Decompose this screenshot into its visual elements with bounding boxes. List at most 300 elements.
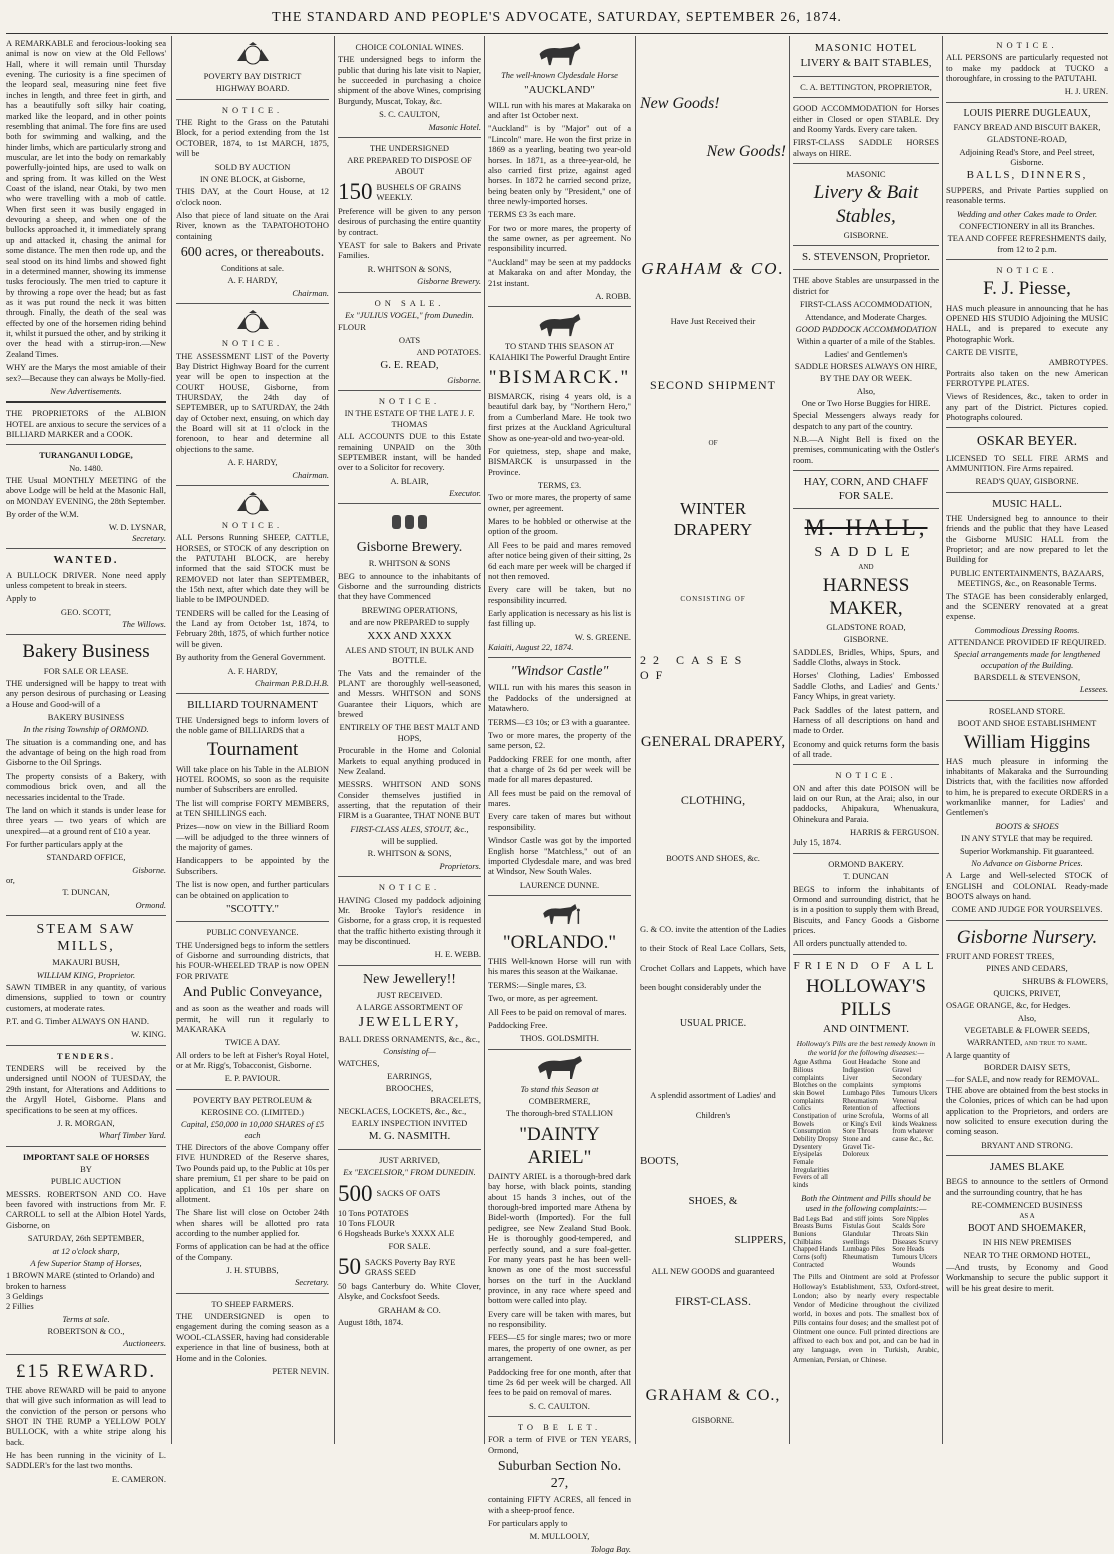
arrived-heading: JUST ARRIVED, bbox=[379, 1154, 440, 1165]
impound-text: ALL Persons Running SHEEP, CATTLE, HORSES, or STOCK of any description on the PATUTAHI BLOCK, are hereby informed that the said STOCK must be REMOVED not later than SEPTEMBER, the 15th next, after which date they will be liable to be IMPOUNDED. bbox=[176, 532, 329, 605]
auckland-mares: For two or more mares, the property of the same owner, as per agreement. No responsibility incurred. bbox=[488, 222, 631, 254]
bakery-or: or, bbox=[6, 875, 15, 886]
horse-sale-by: BY bbox=[80, 1164, 92, 1174]
reward-text-2: He has been running in the vicinity of L. SADDLER's for the last two months. bbox=[6, 1450, 166, 1471]
paddock-accommodation: GOOD PADDOCK ACCOMMODATION bbox=[795, 323, 937, 334]
nursery-item: SHRUBS & FLOWERS, bbox=[1022, 975, 1108, 986]
lodge-signature: W. D. LYSNAR, bbox=[108, 522, 166, 533]
billiard-heading: BILLIARD TOURNAMENT bbox=[187, 699, 318, 712]
livery-heading: LIVERY & BAIT STABLES, bbox=[800, 57, 932, 70]
barrels-icon bbox=[388, 509, 432, 535]
robb-signature: A. ROBB. bbox=[595, 290, 631, 301]
hardy-signature: A. F. HARDY, bbox=[227, 665, 278, 676]
complaints-col: Bad Legs Bad Breasts Burns Bunions Chilblains Chapped Hands Corns (soft) Contracted bbox=[793, 1214, 838, 1269]
hardy-chairman: Chairman. bbox=[292, 469, 329, 480]
hardy-chairman: Chairman P.B.D.H.B. bbox=[255, 677, 329, 688]
conveyance-run: and as soon as the weather and roads will permit, he will run it regularly to MAKARAKA bbox=[176, 1003, 329, 1034]
nursery-item: OSAGE ORANGE, &c, for Hedges. bbox=[946, 1000, 1071, 1011]
saddle-heading: SADDLE bbox=[814, 545, 918, 561]
royal-arms-icon bbox=[233, 491, 273, 517]
highway-board-heading-2: HIGHWAY BOARD. bbox=[215, 83, 290, 94]
tenders-place: Wharf Timber Yard. bbox=[98, 1130, 166, 1141]
masthead-rule bbox=[6, 33, 1108, 34]
dugleaux-road: GLADSTONE-ROAD, bbox=[987, 134, 1067, 145]
divider bbox=[176, 1089, 329, 1090]
tenders-heading: TENDERS. bbox=[56, 1050, 116, 1061]
shoes-line: SHOES, & bbox=[688, 1194, 738, 1207]
divider bbox=[176, 99, 329, 100]
stubbs-signature: J. H. STUBBS, bbox=[226, 1265, 279, 1276]
bakery-gisborne: Gisborne. bbox=[132, 864, 166, 875]
carte-de-visite: CARTE DE VISITE, bbox=[946, 346, 1018, 357]
dainty-paddocking: Paddocking free for one month, after that time 2s 6d per week will be charged. All fees to be paid on removal of mares. bbox=[488, 1366, 631, 1398]
wines-text: THE undersigned begs to inform the public that during his late visit to Napier, he succeeded in purchasing a choice shipment of the above Wines, comprising Burgundy, Muscat, Tokay, &c. bbox=[338, 54, 481, 106]
column-rule bbox=[942, 36, 943, 1444]
nursery-removal: —for SALE, and now ready for REMOVAL. bbox=[946, 1074, 1100, 1085]
one-block: IN ONE BLOCK, at Gisborne, bbox=[199, 173, 306, 184]
duncan-name: T. DUNCAN bbox=[843, 871, 889, 882]
paviour-signature: E. P. PAVIOUR. bbox=[224, 1073, 281, 1084]
divider bbox=[793, 76, 939, 77]
column-rule bbox=[334, 36, 335, 1444]
bryant-signature: BRYANT AND STRONG. bbox=[981, 1139, 1073, 1150]
windsor-heading: "Windsor Castle" bbox=[510, 664, 609, 680]
recommenced: RE-COMMENCED BUSINESS bbox=[971, 1200, 1083, 1211]
bakery-lease: The land on which it stands is under lease for three years — two years of which are unexpired—at a ground rent of £10 a year. bbox=[6, 804, 166, 836]
bismarck-date: Kaiaiti, August 22, 1874. bbox=[488, 642, 574, 653]
wanted-text: A BULLOCK DRIVER. None need apply unless competent to break in steers. bbox=[6, 569, 166, 590]
complaints-table bbox=[793, 1216, 939, 1270]
auckland-pre: The well-known Clydesdale Horse bbox=[501, 70, 618, 80]
splendid-assortment: A splendid assortment of Ladies' and Children's bbox=[650, 1090, 776, 1120]
wanted-heading: WANTED. bbox=[53, 554, 119, 567]
come-and-judge: COME AND JUDGE FOR YOURSELVES. bbox=[951, 904, 1103, 915]
lodge-text: THE Usual MONTHLY MEETING of the above Lodge will be held at the Masonic Hall, on MONDAY EVENING, the 28th September. bbox=[6, 475, 166, 506]
gisborne-label: GISBORNE. bbox=[843, 634, 889, 645]
column-3 bbox=[338, 38, 481, 1443]
gladstone-road: GLADSTONE ROAD, bbox=[826, 622, 906, 632]
highway-board-heading: POVERTY BAY DISTRICT bbox=[203, 71, 302, 81]
conditions: Conditions at sale. bbox=[220, 263, 285, 274]
windsor-pedigree: Windsor Castle was got by the imported English horse "Matchless," out of an imported Clydesdale mare, and was bred at Windsor, New South Wales. bbox=[488, 835, 631, 877]
orlando-text: THIS Well-known Horse will run with his mares this season at the Waikanae. bbox=[488, 956, 631, 977]
saddles-text: SADDLES, Bridles, Whips, Spurs, and Saddle Cloths, always in Stock. bbox=[793, 646, 939, 668]
to-let-apply: For particulars apply to bbox=[488, 1517, 568, 1528]
jewellery-item: BRACELETS, bbox=[430, 1095, 481, 1106]
divider bbox=[793, 764, 939, 765]
read-place: Gisborne. bbox=[447, 374, 481, 385]
suburban-section: Suburban Section No. 27, bbox=[497, 1459, 622, 1492]
dugleaux-adjoining: Adjoining Read's Store, and Peel street, Gisborne. bbox=[959, 146, 1095, 168]
sawmill-proprietor: WILLIAM KING, Proprietor. bbox=[36, 969, 136, 980]
column-4 bbox=[488, 38, 631, 1554]
arrived-for-sale: FOR SALE. bbox=[388, 1240, 431, 1251]
grains-row bbox=[338, 178, 481, 206]
divider bbox=[793, 954, 939, 955]
twice-a-day: TWICE A DAY. bbox=[224, 1037, 281, 1048]
sawmill-location: MAKAURI BUSH, bbox=[52, 957, 120, 968]
column-7 bbox=[946, 38, 1108, 1443]
both-ointment: Both the Ointment and Pills should be used in the following complaints:— bbox=[801, 1192, 931, 1214]
divider bbox=[6, 548, 166, 549]
day-or-week: BY THE DAY OR WEEK. bbox=[819, 373, 912, 384]
estate-heading: IN THE ESTATE OF THE LATE J. F. THOMAS bbox=[344, 408, 475, 429]
jewellery-item: NECKLACES, LOCKETS, &c., &c., bbox=[338, 1105, 467, 1116]
acres: 600 acres, or thereabouts. bbox=[180, 245, 325, 261]
notice-heading: NOTICE. bbox=[221, 519, 284, 530]
divider bbox=[793, 163, 939, 164]
nursery-item: BORDER DAISY SETS, bbox=[983, 1062, 1071, 1073]
auckland-pedigree: "Auckland" is by "Major" out of a "Lincoln" mare. He won the first prize in 1869 as a yearling, beating two year-old horses. In 1871, as a three-year-old, he also carried first prize, against aged horses. In 1872 he carried second prize, being beaten only by "President," one of three newly-imported horses. bbox=[488, 123, 631, 206]
brewery-xxx: XXX AND XXXX bbox=[367, 629, 452, 642]
bismarck-care: Every care will be taken, but no responsibility incurred. bbox=[488, 584, 631, 605]
divider bbox=[793, 508, 939, 509]
brewery-supply: and are now PREPARED to supply bbox=[349, 617, 470, 628]
roseland-sub: BOOT AND SHOE ESTABLISHMENT bbox=[957, 718, 1097, 729]
views-text: Views of Residences, &c., taken to order in any part of the District. Pictures copied. Photographs coloured. bbox=[946, 391, 1108, 423]
rye-row bbox=[338, 1253, 481, 1281]
arrived-item: 10 Tons FLOUR bbox=[338, 1217, 395, 1228]
boot-shoemaker: BOOT AND SHOEMAKER, bbox=[968, 1223, 1086, 1234]
bakery-office: STANDARD OFFICE, bbox=[46, 852, 126, 863]
sawmill-text: SAWN TIMBER in any quantity, of various dimensions, supplied to town or country customers, at moderate rates. bbox=[6, 981, 166, 1013]
jewellery-received: JUST RECEIVED. bbox=[376, 989, 443, 1000]
on-sale-heading: ON SALE. bbox=[374, 297, 445, 308]
bismarck-fees: All Fees to be paid and mares removed after notice being given of their sitting, 2s 6d each mare per week will be charged if not then removed. bbox=[488, 539, 631, 581]
divider bbox=[6, 401, 166, 403]
higgins-heading: William Higgins bbox=[963, 731, 1091, 753]
hardy-signature: A. F. HARDY, bbox=[227, 457, 278, 468]
brewery-vats: The Vats and the remainder of the PLANT are thoroughly well-seasoned, and Messrs. WHITSON and SONS Guarantee their Liquors, which are brewed bbox=[338, 667, 481, 720]
auckland-text: WILL run with his mares at Makaraka on and after 1st October next. bbox=[488, 99, 631, 121]
brewery-sub: R. WHITSON & SONS bbox=[368, 558, 451, 569]
windsor-fees: All fees must be paid on the removal of mares. bbox=[488, 787, 631, 809]
bakery-heading: Bakery Business bbox=[22, 641, 150, 663]
nasmith-signature: M. G. NASMITH. bbox=[368, 1130, 451, 1143]
holloway-text: The Pills and Ointment are sold at Professor Holloway's Establishment, 533, Oxford-street, London; also by nearly every respectable Vendor of Medicine throughout the civilized world, in boxes and pots. The smallest box of Pills contains four doses; and the smallest pot of Ointment one ounce. Full printed directions are affixed to each box and pot, and can be had in any language, even in Turkish, Arabic, Armenian, Persian, or Chinese. bbox=[793, 1272, 939, 1364]
seal-article: A REMARKABLE and ferocious-looking sea animal is now on view at the Old Fellows' Hall, where it will remain until Thursday evening. The curiosity is a fine specimen of the leopard seal, measuring nine feet five inches in length, and three feet in girth, and has a beautifully soft silky hair coating, marked like the leopard, and in other points resembling that animal. The fore fins are used both for swimming and walking, and the hinder limbs, which are particularly strong and muscular, are let into the body on remarkably powerfully-jointed hips, are used to walk on and spring from. It was killed on the West Coast of the island, near Otaki, by two men who were travelling with a mob of cattle. When first seen it was busily engaged in devouring a sheep, and when one of the bullocks approached it, it immediately sprang up and attacked it, chasing the animal for some distance. The men then rode up, and the seal stood on its hind limbs and showed fight in a determined manner, showing its immense tusks ferociously. The men tried to capture it by throwing a rope over the head; but as fast as it was put round the neck it was bitten through. Finally, the death of the seal was effected by one of the horsemen riding behind it, whilst it pursued the other, and by striking it over the head with a stirrup-iron.—New Zealand Times. bbox=[6, 38, 166, 359]
winter-drapery: WINTER DRAPERY bbox=[673, 499, 753, 540]
divider bbox=[6, 915, 166, 916]
horse-sale-text: MESSRS. ROBERTSON AND CO. Have been favored with instructions from Mr. F. CARROLL to sell at the Albion Hotel Yards, Gisborne, on bbox=[6, 1188, 166, 1230]
brewery-markets: Procurable in the Home and Colonial Markets to equal anything produced in New Zealand. bbox=[338, 745, 481, 776]
divider bbox=[338, 965, 481, 966]
bismarck-heading: "BISMARCK." bbox=[488, 366, 631, 388]
divider bbox=[176, 1293, 329, 1294]
higgins-text: HAS much pleasure in informing the inhabitants of Makaraka and the Surrounding Districts that, with the facilities now afforded to him, he is prepared to execute ORDERS in a workmanlike manner, for Ladies' and Gentlemen's bbox=[946, 755, 1108, 818]
sawmill-signature: W. KING. bbox=[131, 1029, 166, 1040]
saddle-horses-hire: SADDLE HORSES ALWAYS ON HIRE, bbox=[794, 360, 938, 371]
bakery-ormond: Ormond. bbox=[135, 899, 166, 910]
marys-joke: WHY are the Marys the most amiable of their sex?—Because they can always be Molly-fied. bbox=[6, 362, 166, 383]
stevenson-proprietor: S. STEVENSON, Proprietor. bbox=[801, 251, 931, 264]
billiard-place: Will take place on his Table in the ALBION HOTEL ROOMS, so soon as the requisite number of Subscribers are enrolled. bbox=[176, 763, 329, 795]
brewing-operations: BREWING OPERATIONS, bbox=[361, 604, 458, 615]
gisborne-footer: GISBORNE. bbox=[691, 1416, 734, 1425]
divider bbox=[176, 921, 329, 922]
divider bbox=[176, 693, 329, 694]
billiard-members: The list will comprise FORTY MEMBERS, at TEN SHILLINGS each. bbox=[176, 797, 329, 818]
ormond-bakery-heading: ORMOND BAKERY. bbox=[828, 858, 904, 869]
horse-sale-heading: IMPORTANT SALE OF HORSES bbox=[22, 1151, 150, 1162]
divider bbox=[6, 444, 166, 445]
bakery-caps: BAKERY BUSINESS bbox=[47, 711, 125, 722]
workmanship: Superior Workmanship. Fit guaranteed. bbox=[960, 845, 1094, 856]
auckland-terms: TERMS £3 3s each mare. bbox=[488, 209, 576, 220]
bakery-situation: The situation is a commanding one, and has the advantage of being on the high road from Gisborne to the Oil Springs. bbox=[6, 736, 166, 768]
whitson-signature: R. WHITSON & SONS, bbox=[367, 848, 452, 859]
nursery-item: PINES AND CEDARS, bbox=[986, 963, 1068, 974]
jewellery-consisting: Consisting of— bbox=[383, 1045, 436, 1056]
public-conveyance: And Public Conveyance, bbox=[182, 985, 323, 1001]
orlando-paddocking: Paddocking Free. bbox=[488, 1019, 548, 1030]
webb-signature: H. E. WEBB. bbox=[434, 949, 481, 960]
auckland-seen: "Auckland" may be seen at my paddocks at Makaraka on and after Monday, the 21st instant. bbox=[488, 256, 631, 288]
horse-icon bbox=[530, 1055, 590, 1081]
new-advertisements-heading: New Advertisements. bbox=[50, 385, 122, 396]
divider bbox=[338, 503, 481, 504]
as-a: AS A bbox=[1019, 1212, 1035, 1221]
second-shipment: SECOND SHIPMENT bbox=[649, 378, 776, 393]
goldsmith-signature: THOS. GOLDSMITH. bbox=[520, 1033, 599, 1044]
horse-sale-line: 3 Geldings bbox=[6, 1290, 44, 1301]
gisborne-label: GISBORNE. bbox=[843, 229, 889, 240]
billiard-prizes: Prizes—now on view in the Billiard Room—will be adjudged to the three winners of the majority of games. bbox=[176, 821, 329, 853]
bismarck-hobbled: Mares to be hobbled or otherwise at the option of the groom. bbox=[488, 516, 631, 537]
column-rule bbox=[635, 36, 636, 1444]
blake-text: BEGS to announce to the settlers of Ormond and the surrounding country, that he has bbox=[946, 1176, 1108, 1197]
new-goods-2: New Goods! bbox=[706, 142, 786, 160]
column-rule bbox=[789, 36, 790, 1444]
blake-heading: JAMES BLAKE bbox=[989, 1160, 1065, 1173]
bismarck-quietness: For quietness, step, shape and make, BISMARCK is unsurpassed in the Province. bbox=[488, 445, 631, 477]
hay-corn-chaff: HAY, CORN, AND CHAFF FOR SALE. bbox=[803, 476, 929, 502]
stubbs-secretary: Secretary. bbox=[295, 1277, 329, 1288]
divider bbox=[338, 1149, 481, 1150]
jewellery-item: WATCHES, bbox=[338, 1058, 380, 1069]
column-6 bbox=[793, 38, 939, 1443]
stables-text: THE above Stables are unsurpassed in the district for bbox=[793, 275, 939, 296]
quarter-mile: Within a quarter of a mile of the Stables. bbox=[796, 336, 936, 347]
jewellery-ball: BALL DRESS ORNAMENTS, &c., &c., bbox=[338, 1033, 481, 1044]
on-sale-flour: FLOUR bbox=[338, 322, 366, 333]
caulton-signature: S. C. CAULTON. bbox=[529, 1400, 590, 1411]
harness-maker-heading: HARNESS MAKER, bbox=[822, 574, 910, 619]
bakery-text: THE undersigned will be happy to treat with any person desirous of purchasing or Leasing a House and Good-will of a bbox=[6, 677, 166, 709]
holloway-intro: Holloway's Pills are the best remedy known in the world for the following diseases:— bbox=[796, 1038, 936, 1057]
column-5 bbox=[640, 38, 786, 1443]
graham-heading: GRAHAM & CO. bbox=[641, 259, 785, 279]
royal-arms-icon bbox=[233, 309, 273, 335]
windsor-paddocking: Paddocking FREE for one month, after that a charge of 2s 6d per week will be made for all mares depastured. bbox=[488, 753, 631, 785]
diseases-col: Gout Headache Indigestion Liver complaints Lumbago Piles Rheumatism Retention of urine Scrofula, or King's Evil Sore Throats Stone and Gravel Tic-Doloreux bbox=[842, 1058, 886, 1159]
tenders-text: TENDERS will be received by the undersigned until NOON of TUESDAY, the 29th instant, for Alterations and Additions to the Argyll Hotel, Gisborne. Plans and specifications to be seen at my offices. bbox=[6, 1063, 166, 1115]
dressing-rooms: Commodious Dressing Rooms. bbox=[974, 624, 1080, 635]
brewery-heading: Gisborne Brewery. bbox=[356, 540, 463, 556]
horse-sale-stamp: A few Superior Stamp of Horses, bbox=[30, 1257, 142, 1268]
divider bbox=[946, 1155, 1108, 1156]
and-label: AND bbox=[858, 563, 874, 572]
to-let-heading: TO BE LET. bbox=[517, 1421, 602, 1432]
to-let-text: FOR a term of FIVE or TEN YEARS, Ormond, bbox=[488, 1434, 631, 1455]
first-class: FIRST-CLASS. bbox=[675, 1293, 751, 1308]
barsdell-signature: BARSDELL & STEVENSON, bbox=[973, 672, 1081, 683]
arrived-item: 10 Tons POTATOES bbox=[338, 1207, 409, 1218]
oats-number: 500 bbox=[338, 1180, 373, 1206]
piesse-heading: F. J. Piesse, bbox=[983, 278, 1071, 300]
buggies: One or Two Horse Buggies for HIRE. bbox=[801, 398, 931, 409]
grains-sub: ARE PREPARED TO DISPOSE OF ABOUT bbox=[347, 155, 472, 176]
tea-coffee: TEA AND COFFEE REFRESHMENTS daily, from 12 to 2 p.m. bbox=[947, 233, 1107, 254]
saddle-horses-text: FIRST-CLASS SADDLE HORSES always on HIRE. bbox=[793, 137, 939, 158]
petroleum-share-list: The Share list will close on October 24th when shares will be allotted pro rata according to the number applied for. bbox=[176, 1207, 329, 1238]
albion-ad: THE PROPRIETORS of the ALBION HOTEL are anxious to secure the services of a BILLIARD MARKER and a COOK. bbox=[6, 408, 166, 439]
confectionery: CONFECTIONERY in all its Branches. bbox=[959, 220, 1095, 231]
dainty-place: COMBERMERE, bbox=[528, 1095, 591, 1106]
uren-text: ALL PERSONS are particularly requested not to make my paddock at TUCKO a thoroughfare, in crossing to the PATUTAHI. bbox=[946, 52, 1108, 84]
poison-text: ON and after this date POISON will be laid on our Run, at the Arai; also, in our paddocks, Ahipakura, Whenuakura, Ohinekura and Paraia. bbox=[793, 782, 939, 824]
friend-of-all: FRIEND OF ALL bbox=[793, 959, 939, 972]
horse-sale-auction: PUBLIC AUCTION bbox=[50, 1176, 122, 1187]
horse-icon bbox=[530, 41, 590, 67]
whitson-proprietors: Proprietors. bbox=[439, 860, 481, 871]
messengers: Special Messengers always ready for despatch to any part of the country. bbox=[793, 410, 939, 431]
nursery-also: Also, bbox=[1017, 1012, 1037, 1023]
sheep-farmers-text: THE UNDERSIGNED is open to engagement during the coming season as a WOOL-CLASSER, having had considerable experience in that line of business, both at Home and in the Colonies. bbox=[176, 1311, 329, 1363]
studio-text: HAS much pleasure in announcing that he has OPENED HIS STUDIO Adjoining the MUSIC HALL, and is prepared to execute any Photographic Work. bbox=[946, 302, 1108, 344]
divider bbox=[793, 470, 939, 471]
grains-number: 150 bbox=[338, 178, 373, 204]
jewellery-early: EARLY INSPECTION INVITED bbox=[351, 1118, 468, 1129]
bismarck-terms: TERMS, £3. bbox=[537, 480, 582, 490]
brewery-text: BEG to announce to the inhabitants of Gisborne and the surrounding districts that they have Commenced bbox=[338, 570, 481, 602]
dugleaux-heading: LOUIS PIERRE DUGLEAUX, bbox=[963, 107, 1091, 119]
new-goods-1: New Goods! bbox=[640, 95, 720, 112]
notice-heading: NOTICE. bbox=[835, 770, 897, 781]
dugleaux-sub: FANCY BREAD AND BISCUIT BAKER, bbox=[953, 121, 1101, 132]
hardy-signature: A. F. HARDY, bbox=[227, 275, 278, 286]
on-sale-potatoes: AND POTATOES. bbox=[416, 346, 481, 357]
horse-sale-auctioneers: Auctioneers. bbox=[123, 1338, 166, 1349]
lodge-order: By order of the W.M. bbox=[6, 509, 79, 520]
leasing-text: TENDERS will be called for the Leasing of the Land ay from October 1st, 1874, to February 28th, 1875, of which further notice will be given. bbox=[176, 607, 329, 649]
no-advance: No Advance on Gisborne Prices. bbox=[971, 857, 1083, 868]
divider bbox=[176, 303, 329, 304]
yeast-text: YEAST for sale to Bakers and Private Families. bbox=[338, 240, 481, 261]
bismarck-mares: Two or more mares, the property of same owner, per agreement. bbox=[488, 492, 631, 513]
economy-text: Economy and quick returns form the basis of all trade. bbox=[793, 738, 939, 759]
read-signature: G. E. READ, bbox=[380, 359, 439, 372]
lodge-secretary: Secretary. bbox=[132, 532, 166, 543]
bakery-signature: T. DUNCAN, bbox=[62, 887, 110, 898]
royal-arms-icon bbox=[233, 41, 273, 67]
rye-date: August 18th, 1874. bbox=[338, 1317, 404, 1328]
assessment-text: THE ASSESSMENT LIST of the Poverty Bay District Highway Board for the current year will be open to inspection at the COURT HOUSE, Gisborne, from THURSDAY, the 24th day of SEPTEMBER, up to SATURDAY, the 24th day of October next, ensuing, on which day the Board will sit at 11 o'clock in the forenoon, to hear and determine all objections to the same. bbox=[176, 350, 329, 454]
notice-heading: NOTICE. bbox=[378, 882, 441, 893]
any-style: IN ANY STYLE that may be required. bbox=[961, 833, 1093, 844]
lodge-heading: TURANGANUI LODGE, bbox=[39, 450, 133, 461]
horse-sale-time: at 12 o'clock sharp, bbox=[52, 1245, 120, 1256]
night-bell: N.B.—A Night Bell is fixed on the premises, communicating with the Ostler's room. bbox=[793, 434, 939, 465]
graham-footer: GRAHAM & CO., bbox=[645, 1387, 781, 1405]
ladies-gentlemens: Ladies' and Gentlemen's bbox=[824, 348, 908, 359]
wanted-place: The Willows. bbox=[122, 619, 166, 630]
cases-of: 22 CASES OF bbox=[640, 653, 749, 682]
divider bbox=[488, 1049, 631, 1050]
beyer-heading: OSKAR BEYER. bbox=[976, 434, 1078, 450]
just-received: Have Just Received their bbox=[670, 315, 756, 326]
dainty-care: Every care will be taken with mares, but no responsibility. bbox=[488, 1308, 631, 1330]
attendance-provided: ATTENDANCE PROVIDED IF REQUIRED. bbox=[947, 636, 1107, 647]
column-rule bbox=[171, 36, 172, 1444]
dainty-heading: "DAINTY ARIEL" bbox=[519, 1123, 600, 1168]
dunne-signature: LAURENCE DUNNE. bbox=[519, 879, 600, 890]
whitson-signature: R. WHITSON & SONS, bbox=[367, 263, 452, 274]
beyer-text: LICENSED TO SELL FIRE ARMS and AMMUNITION. Fire Arms repaired. bbox=[946, 452, 1108, 473]
divider bbox=[6, 1354, 166, 1355]
harris-ferguson-signature: HARRIS & FERGUSON. bbox=[849, 827, 939, 838]
bakery-property: The property consists of a Bakery, with commodious brick oven, and all the necessaries incidental to the Trade. bbox=[6, 770, 166, 802]
divider bbox=[338, 390, 481, 391]
also-label: Also, bbox=[856, 385, 876, 396]
horse-sale-terms: Terms at sale. bbox=[62, 1313, 110, 1324]
divider bbox=[946, 259, 1108, 260]
uren-signature: H. J. UREN. bbox=[1064, 86, 1108, 97]
holloways-pills: HOLLOWAY'S PILLS bbox=[806, 976, 926, 1021]
jewellery-item: EARRINGS, bbox=[387, 1070, 432, 1081]
brewery-malt: ENTIRELY OF THE BEST MALT AND HOPS, bbox=[339, 722, 480, 743]
blair-executor: Executor. bbox=[449, 487, 481, 498]
grains-heading: THE UNDERSIGNED bbox=[369, 142, 450, 153]
divider bbox=[793, 245, 939, 246]
divider bbox=[946, 920, 1108, 921]
divider bbox=[338, 876, 481, 877]
divider bbox=[946, 102, 1108, 103]
tenders-signature: J. R. MORGAN, bbox=[57, 1117, 115, 1128]
conveyance-heading: PUBLIC CONVEYANCE. bbox=[206, 927, 299, 938]
nursery-item: FRUIT AND FOREST TREES, bbox=[946, 950, 1055, 961]
auckland-heading: "AUCKLAND" bbox=[524, 84, 595, 97]
wanted-apply: Apply to bbox=[6, 593, 36, 604]
horse-sale-signature: ROBERTSON & CO., bbox=[47, 1326, 125, 1337]
ormond-bakery-text: BEGS to inform the inhabitants of Ormond and surrounding district, that he is in a position to supply them with Bread, Biscuits, and Fancy Goods a Gisborne prices. bbox=[793, 883, 939, 935]
scotty-signature: "SCOTTY." bbox=[225, 902, 280, 915]
divider bbox=[176, 485, 329, 486]
nursery-item: VEGETABLE & FLOWER SEEDS, bbox=[964, 1025, 1090, 1036]
petroleum-capital: Capital, £50,000 in 10,000 SHARES of £5 each bbox=[180, 1119, 325, 1140]
whitson-place: Gisborne Brewery. bbox=[417, 276, 481, 287]
slippers-line: SLIPPERS, bbox=[734, 1234, 786, 1247]
auction-day: THIS DAY, at the Court House, at 12 o'clock noon. bbox=[176, 186, 329, 207]
suppers-text: SUPPERS, and Private Parties supplied on reasonable terms. bbox=[946, 184, 1108, 206]
masthead: THE STANDARD AND PEOPLE'S ADVOCATE, SATURDAY, SEPTEMBER 26, 1874. bbox=[272, 10, 842, 25]
near-ormond-hotel: NEAR TO THE ORMOND HOTEL, bbox=[963, 1249, 1091, 1260]
divider bbox=[793, 269, 939, 270]
masonic-hotel-heading: MASONIC HOTEL bbox=[814, 42, 918, 54]
on-sale-oats: OATS bbox=[398, 334, 421, 345]
entertainments: PUBLIC ENTERTAINMENTS, BAZAARS, MEETINGS, &c., on Reasonable Terms. bbox=[950, 567, 1104, 589]
nursery-text: THE above are obtained from the best stocks in the Colonies, prices of which can be had upon application to the Proprietors, and orders are now solicited to ensure execution during the coming season. bbox=[946, 1084, 1108, 1137]
usual-price: USUAL PRICE. bbox=[679, 1018, 747, 1029]
divider bbox=[6, 634, 166, 635]
boots-and-shoes: BOOTS AND SHOES, &c. bbox=[666, 853, 760, 864]
divider bbox=[793, 97, 939, 98]
accommodation-text: GOOD ACCOMMODATION for Horses either in Closed or open STABLE. Dry and Roomy Yards. Every care taken. bbox=[793, 103, 939, 134]
wedding-cakes: Wedding and other Cakes made to Order. bbox=[956, 208, 1098, 219]
divider bbox=[6, 1045, 166, 1046]
divider bbox=[338, 137, 481, 138]
conveyance-orders: All orders to be left at Fisher's Royal Hotel, or at Mr. Rigg's, Tobacconist, Gisborne. bbox=[176, 1049, 329, 1070]
